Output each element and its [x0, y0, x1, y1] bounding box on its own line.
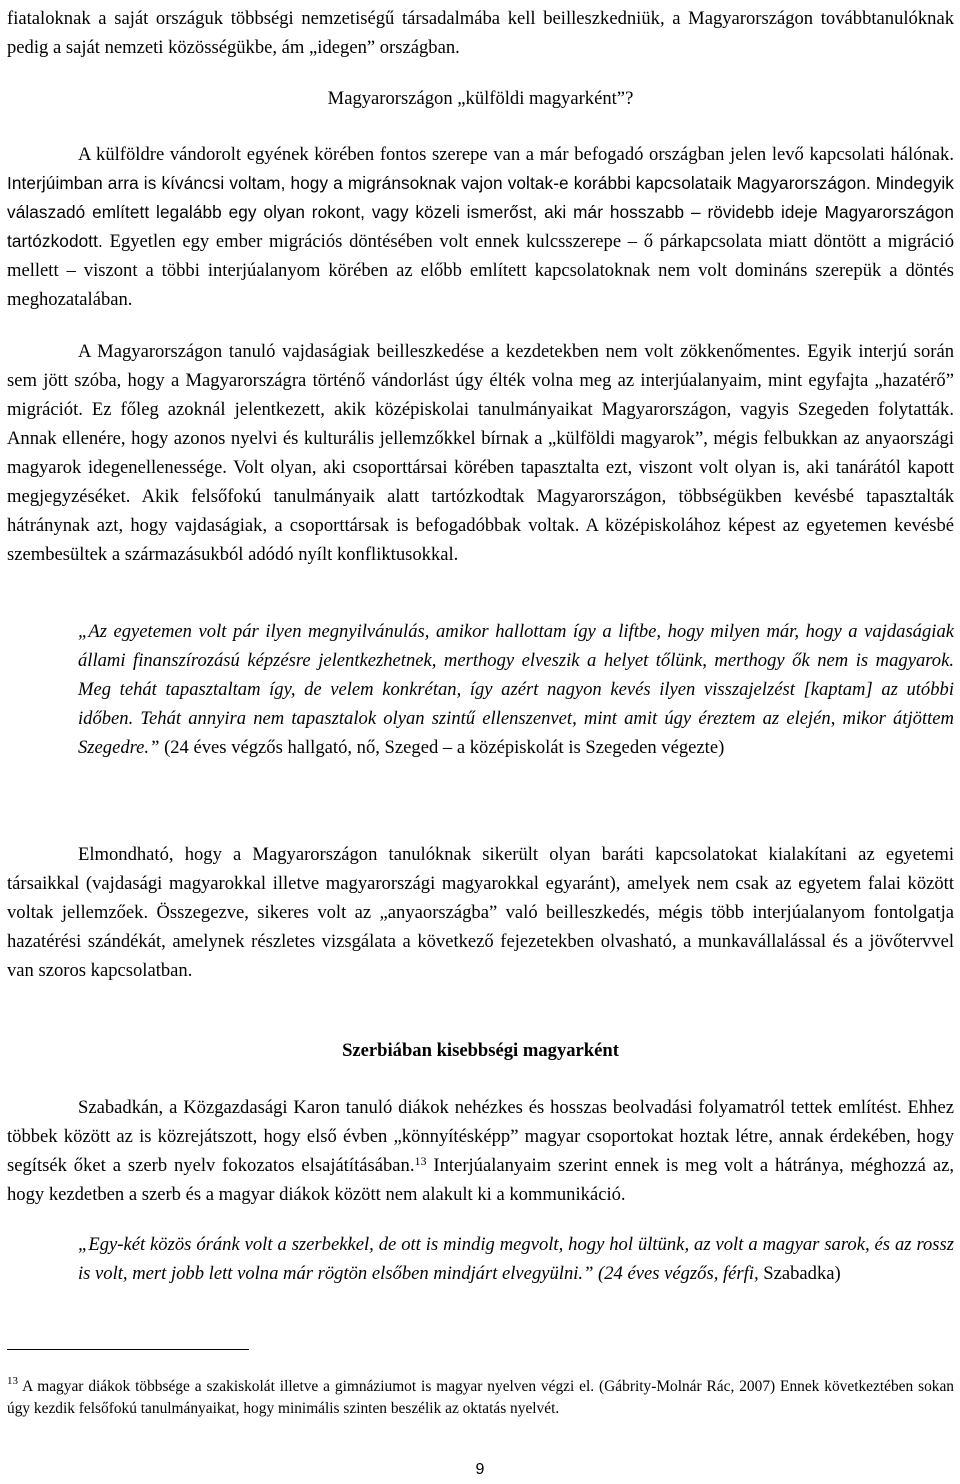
quote-2-text: „Egy-két közös óránk volt a szerbekkel, de ott is mindig megvolt, hogy hol ültünk, az volt a magyar sarok, és az rossz is volt, mert jobb lett volna már rögtön elsőben mindjárt elvegyülni.” (24 éves végzős, férfi,: [78, 1234, 954, 1284]
paragraph-continued: fiataloknak a saját országuk többségi nemzetiségű társadalmába kell beilleszkedniük, a Magyarországon továbbtanulóknak pedig a saját nemzeti közösségükbe, ám „idegen” országban.: [7, 8, 954, 58]
footnote-text: A magyar diákok többsége a szakiskolát illetve a gimnáziumot is magyar nyelven végzi el. (Gábrity-Molnár Rác, 2007) Ennek következtében sokan úgy kezdik felsőfokú tanulmányaikat, hogy minimális szinten beszélik az oktatás nyelvét.: [7, 1378, 954, 1417]
section-heading-szerbiaban: Szerbiában kisebbségi magyarként: [342, 1040, 619, 1061]
paragraph-szabadka-text-a: Szabadkán, a Közgazdasági Karon tanuló diákok nehézkes és hosszas beolvadási folyamatról tettek említést. Ehhez többek között az is közrejátszott, hogy első évben „könnyítésképp” magyar csoportokat hoztak létre, annak érdekében, hogy segítsék őket a szerb nyelv fokozatos elsajátításában.: [7, 1097, 954, 1176]
page-number: 9: [475, 1461, 485, 1478]
sentence-4: Egyetlen egy ember migrációs döntésében volt ennek kulcsszerepe – ő párkapcsolata miatt döntött a migráció mellett – viszont a többi interjúalanyom körében az előbb említett kapcsolatoknak nem volt domináns szerepük a döntés meghozatalában.: [7, 231, 954, 310]
section-heading-kulfoldi: Magyarországon „külföldi magyarként”?: [327, 88, 634, 109]
paragraph-beilleszkedes: A Magyarországon tanuló vajdaságiak beilleszkedése a kezdetekben nem volt zökkenőmentes. Egyik interjú során sem jött szóba, hogy a Magyarországra történő vándorlást úgy élték volna meg az interjúalanyaim, mint egyfajta „hazatérő” migrációt. Ez főleg azoknál jelentkezett, akik középiskolai tanulmányaikat Magyarországon, vagyis Szegeden folytatták. Annak ellenére, hogy azonos nyelvi és kulturális jellemzőkkel bírnak a „külföldi magyarok”, mégis felbukkan az anyaországi magyarok idegenellenessége. Volt olyan, aki csoporttársai körében tapasztalta ezt, viszont volt olyan is, aki tanárától kapott megjegyzéséket. Akik felsőfokú tanulmányaik alatt tartózkodtak Magyarországon, többségükben kevésbé tapasztalták hátránynak azt, hogy vajdaságiak, a csoporttársak is befogadóbbak voltak. A középiskolához képest az egyetemen kevésbé szembesültek a származásukból adódó nyílt konfliktusokkal.: [7, 341, 954, 565]
footnote-13: [7, 1376, 954, 1420]
quote-1-source: (24 éves végzős hallgató, nő, Szeged – a középiskolát is Szegeden végezte): [159, 737, 725, 758]
sentence-2: Interjúimban arra is kíváncsi voltam, hogy a migránsoknak vajon voltak-e korábbi kapcsolataik Magyarországon.: [7, 173, 871, 193]
sentence-3: Mindegyik válaszadó említett legalább egy olyan rokont, vagy közeli ismerőst, aki már hosszabb – rövidebb ideje Magyarországon tartózkodott.: [7, 173, 954, 251]
quote-1-text: „Az egyetemen volt pár ilyen megnyilvánulás, amikor hallottam így a liftbe, hogy milyen már, hogy a vajdaságiak állami finanszírozású képzésre jelentkezhetnek, merthogy elveszik a helyet tőlünk, merthogy ők nem is magyarok. Meg tehát tapasztaltam így, de velem konkrétan, így azért nagyon kevés ilyen visszajelzést [kaptam] az utóbbi időben. Tehát annyira nem tapasztalok olyan szintű ellenszenvet, mint amit úgy éreztem az elején, mikor átjöttem Szegedre.”: [78, 621, 954, 758]
paragraph-osszegzes: Elmondható, hogy a Magyarországon tanulóknak sikerült olyan baráti kapcsolatokat kialakítani az egyetemi társaikkal (vajdasági magyarokkal illetve magyarországi magyarokkal egyaránt), amelyek nem csak az egyetem falai között voltak jellemzőek. Összegezve, sikeres volt az „anyaországba” való beilleszkedés, mégis több interjúalanyom fontolgatja hazatérési szándékát, amelynek részletes vizsgálata a következő fejezetekben olvasható, a munkavállalással és a jövőtervvel van szoros kapcsolatban.: [7, 844, 954, 981]
sentence-1: A külföldre vándorolt egyének körében fontos szerepe van a már befogadó országban jelen levő kapcsolati hálónak.: [78, 144, 954, 165]
footnote-number: 13: [7, 1375, 18, 1387]
paragraph-szabadka-text-b: Interjúalanyaim szerint ennek is meg volt a hátránya, méghozzá az, hogy kezdetben a szerb és a magyar diákok között nem alakult ki a kommunikáció.: [7, 1155, 954, 1205]
interview-quote-2: [78, 1230, 954, 1288]
footnote-separator: [7, 1349, 249, 1350]
paragraph-kapcsolati-halo: [7, 140, 954, 314]
interview-quote-1: [78, 617, 954, 762]
quote-2-source: Szabadka): [758, 1263, 841, 1284]
footnote-reference[interactable]: 13: [414, 1154, 427, 1168]
paragraph-szabadka: [7, 1093, 954, 1209]
